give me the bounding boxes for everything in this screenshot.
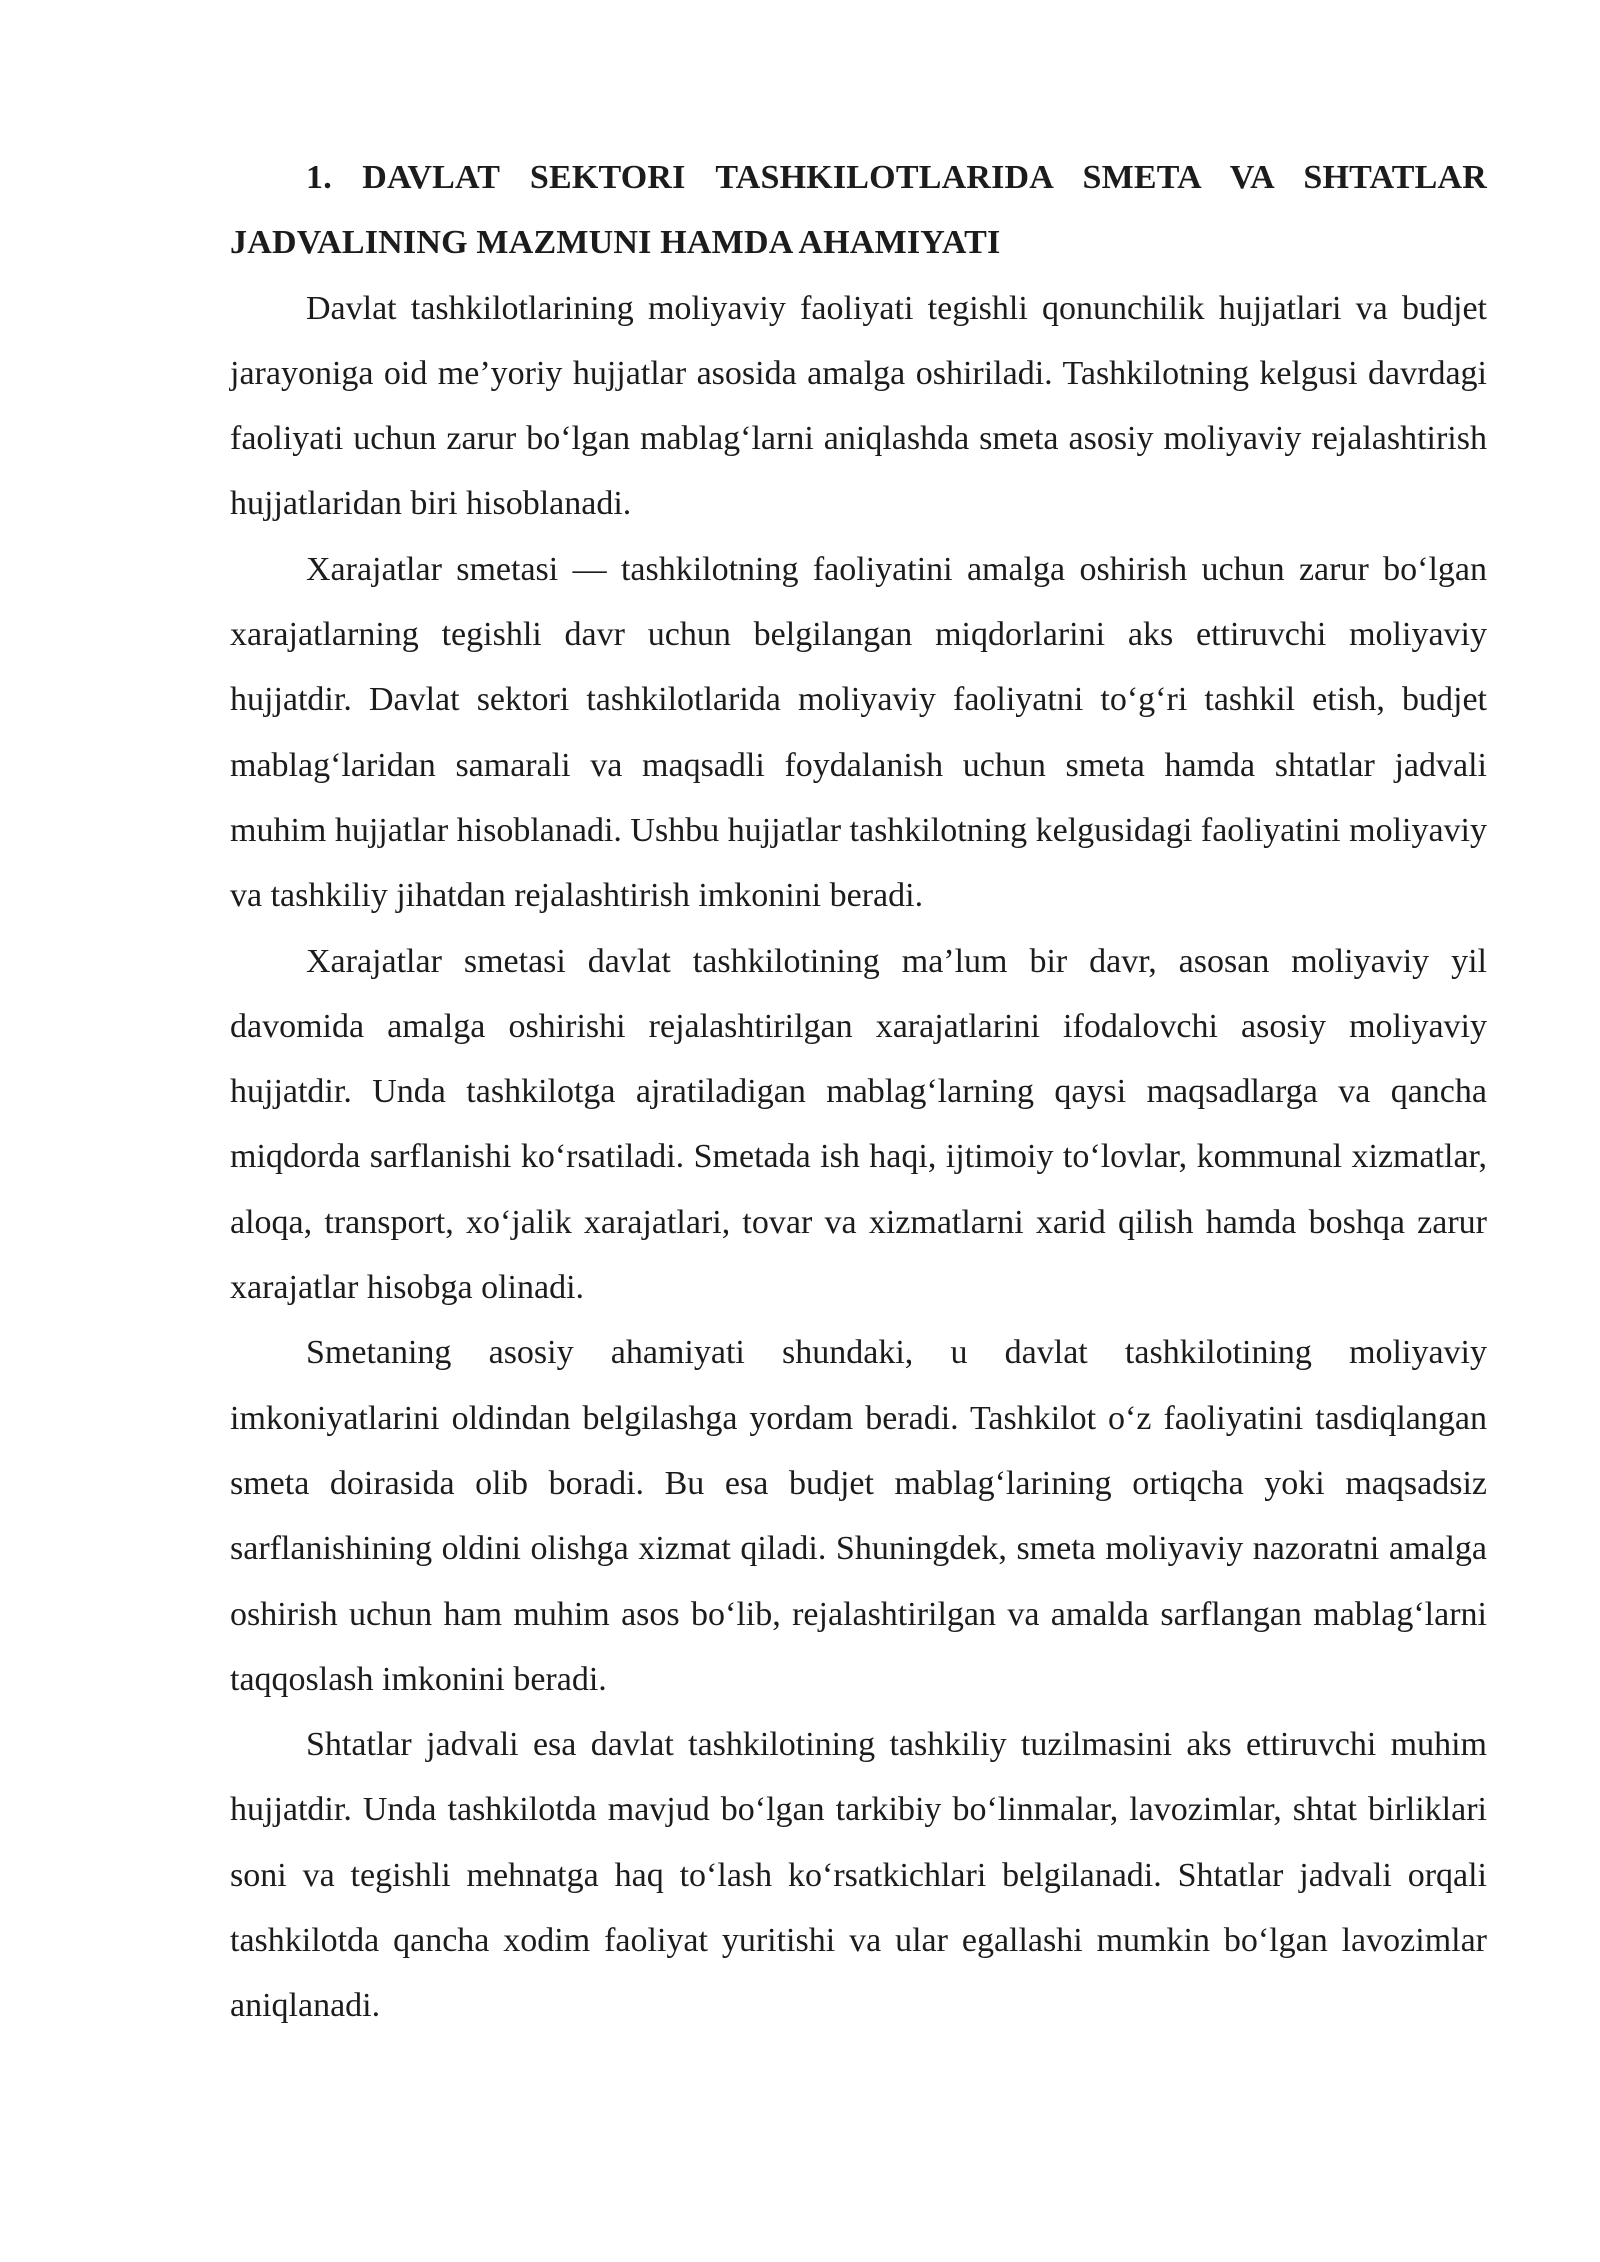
- section-heading: 1. DAVLAT SEKTORI TASHKILOTLARIDA SMETA VA SHTATLAR JADVALINING MAZMUNI HAMDA AHAMIYATI: [230, 159, 1487, 262]
- paragraph-1: Davlat tashkilotlarining moliyaviy faoliyati tegishli qonunchilik hujjatlari va budjet jarayoniga oid me’yoriy hujjatlar asosida amalga oshiriladi. Tashkilotning kelgusi davrdagi faoliyati uchun zarur bo‘lgan mablag‘larni aniqlashda smeta asosiy moliyaviy rejalashtirish hujjatlaridan biri hisoblanadi.: [230, 289, 1487, 523]
- paragraph-4: Smetaning asosiy ahamiyati shundaki, u davlat tashkilotining moliyaviy imkoniyatlarini oldindan belgilashga yordam beradi. Tashkilot o‘z faoliyatini tasdiqlangan smeta doirasida olib boradi. Bu esa budjet mablag‘larining ortiqcha yoki maqsadsiz sarflanishining oldini olishga xizmat qiladi. Shuningdek, smeta moliyaviy nazoratni amalga oshirish uchun ham muhim asos bo‘lib, rejalashtirilgan va amalda sarflangan mablag‘larni taqqoslash imkonini beradi.: [230, 1334, 1487, 1698]
- paragraph-5: Shtatlar jadvali esa davlat tashkilotining tashkiliy tuzilmasini aks ettiruvchi muhim hujjatdir. Unda tashkilotda mavjud bo‘lgan tarkibiy bo‘linmalar, lavozimlar, shtat birliklari soni va tegishli mehnatga haq to‘lash ko‘rsatkichlari belgilanadi. Shtatlar jadvali orqali tashkilotda qancha xodim faoliyat yuritishi va ular egallashi mumkin bo‘lgan lavozimlar aniqlanadi.: [230, 1726, 1487, 2025]
- document-body: [230, 145, 1487, 2039]
- paragraph-2: Xarajatlar smetasi — tashkilotning faoliyatini amalga oshirish uchun zarur bo‘lgan xarajatlarning tegishli davr uchun belgilangan miqdorlarini aks ettiruvchi moliyaviy hujjatdir. Davlat sektori tashkilotlarida moliyaviy faoliyatni to‘g‘ri tashkil etish, budjet mablag‘laridan samarali va maqsadli foydalanish uchun smeta hamda shtatlar jadvali muhim hujjatlar hisoblanadi. Ushbu hujjatlar tashkilotning kelgusidagi faoliyatini moliyaviy va tashkiliy jihatdan rejalashtirish imkonini beradi.: [230, 550, 1487, 915]
- paragraph-3: Xarajatlar smetasi davlat tashkilotining ma’lum bir davr, asosan moliyaviy yil davomida amalga oshirishi rejalashtirilgan xarajatlarini ifodalovchi asosiy moliyaviy hujjatdir. Unda tashkilotga ajratiladigan mablag‘larning qaysi maqsadlarga va qancha miqdorda sarflanishi ko‘rsatiladi. Smetada ish haqi, ijtimoiy to‘lovlar, kommunal xizmatlar, aloqa, transport, xo‘jalik xarajatlari, tovar va xizmatlarni xarid qilish hamda boshqa zarur xarajatlar hisobga olinadi.: [230, 942, 1487, 1307]
